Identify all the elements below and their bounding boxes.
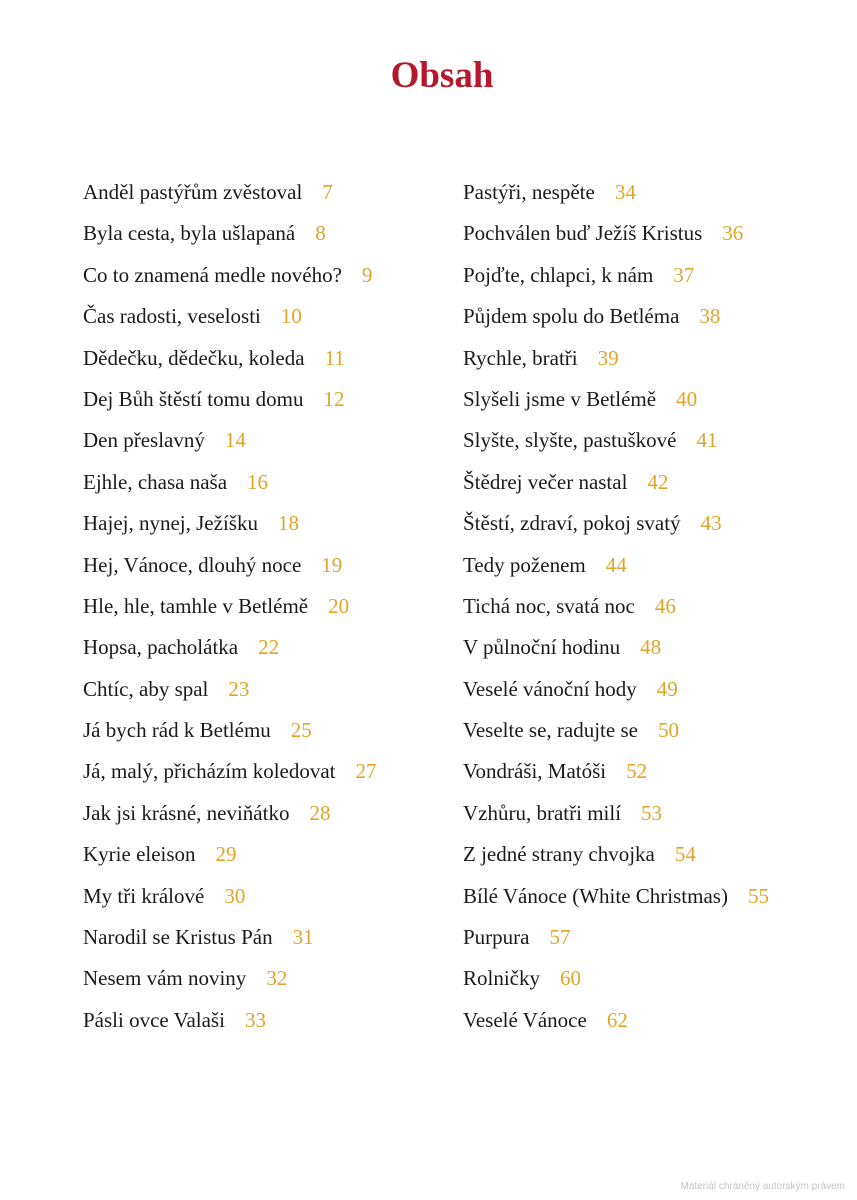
toc-entry-title: Chtíc, aby spal	[83, 676, 209, 701]
toc-entry-title: Jak jsi krásné, neviňátko	[83, 800, 290, 825]
toc-entry	[83, 296, 377, 337]
toc-entry-page-number: 29	[215, 842, 237, 867]
toc-entry	[463, 420, 769, 461]
toc-entry-page-number: 22	[258, 635, 280, 660]
toc-entry	[463, 586, 769, 627]
toc-entry-page-number: 27	[355, 759, 377, 784]
toc-entry	[463, 917, 769, 958]
toc-entry	[83, 751, 377, 792]
toc-entry	[83, 420, 377, 461]
toc-entry-title: Tedy poženem	[463, 552, 586, 577]
toc-entry-page-number: 43	[700, 511, 722, 536]
page-title: Obsah	[390, 55, 494, 96]
toc-entry-page-number: 11	[324, 345, 345, 370]
toc-entry-page-number: 54	[674, 842, 696, 867]
toc-entry-title: Kyrie eleison	[83, 842, 196, 867]
toc-entry-page-number: 18	[277, 511, 299, 536]
toc-entry-page-number: 38	[699, 304, 721, 329]
toc-entry-title: Čas radosti, veselosti	[83, 304, 261, 329]
toc-entry	[83, 834, 377, 875]
toc-entry	[463, 876, 769, 917]
toc-entry-title: Veselé Vánoce	[463, 1007, 587, 1032]
toc-entry-title: Anděl pastýřům zvěstoval	[83, 180, 303, 204]
toc-entry-page-number: 42	[647, 469, 669, 494]
toc-entry-page-number: 34	[614, 180, 636, 204]
toc-entry	[463, 627, 769, 668]
toc-entry-page-number: 60	[560, 966, 581, 991]
toc-entry-title: My tři králové	[83, 883, 205, 908]
toc-entry-title: Ejhle, chasa naša	[83, 469, 228, 494]
toc-entry-page-number: 55	[747, 883, 769, 908]
toc-entry-title: Byla cesta, byla ušlapaná	[83, 221, 296, 246]
toc-entry-page-number: 49	[656, 676, 678, 701]
toc-entry-title: Půjdem spolu do Betléma	[463, 304, 680, 329]
toc-entry-title: Purpura	[463, 925, 530, 950]
toc-entry-title: Štědrej večer nastal	[463, 469, 628, 494]
toc-entry	[83, 1000, 377, 1041]
toc-entry	[83, 876, 377, 917]
toc-entry-page-number: 12	[323, 386, 345, 411]
toc-entry	[83, 379, 377, 420]
toc-entry	[463, 255, 769, 296]
toc-entry-title: Vondráši, Matóši	[463, 759, 607, 784]
toc-entry	[83, 338, 377, 379]
toc-entry-page-number: 33	[244, 1007, 266, 1032]
toc-entry	[463, 379, 769, 420]
toc-entry-title: Hajej, nynej, Ježíšku	[83, 511, 258, 536]
toc-entry-title: Vzhůru, bratři milí	[463, 800, 622, 825]
toc-entry-title: Den přeslavný	[83, 428, 205, 453]
toc-entry-page-number: 30	[224, 883, 246, 908]
toc-entry-title: Já bych rád k Betlému	[83, 718, 271, 743]
toc-entry-page-number: 8	[315, 221, 326, 246]
toc-entry-page-number: 10	[280, 304, 302, 329]
toc-entry	[463, 338, 769, 379]
toc-entry	[463, 958, 769, 999]
toc-entry-page-number: 48	[640, 635, 662, 660]
toc-entry-title: Já, malý, přicházím koledovat	[83, 759, 336, 784]
toc-entry	[463, 710, 769, 751]
toc-entry	[83, 462, 377, 503]
toc-entry-page-number: 32	[266, 966, 288, 991]
toc-entry	[83, 627, 377, 668]
toc-entry	[463, 462, 769, 503]
toc-entry-page-number: 39	[597, 345, 619, 370]
toc-entry-title: Pochválen buď Ježíš Kristus	[463, 221, 703, 246]
toc-entry	[463, 545, 769, 586]
toc-entry	[463, 213, 769, 254]
toc-entry-title: Rolničky	[463, 966, 540, 991]
toc-entry	[83, 917, 377, 958]
toc-entry-page-number: 31	[292, 925, 314, 950]
toc-entry-page-number: 44	[605, 552, 627, 577]
toc-entry	[83, 958, 377, 999]
toc-entry-title: Dědečku, dědečku, koleda	[83, 345, 305, 370]
toc-entry-title: Pojďte, chlapci, k nám	[463, 262, 654, 287]
toc-entry-title: Narodil se Kristus Pán	[83, 925, 273, 950]
copyright-watermark: Materiál chráněný autorským právem	[680, 1181, 845, 1192]
toc-entry-page-number: 25	[290, 718, 312, 743]
toc-entry	[83, 213, 377, 254]
toc-entry	[83, 793, 377, 834]
toc-entry-page-number: 7	[322, 180, 333, 204]
toc-entry-page-number: 14	[224, 428, 246, 453]
toc-entry-page-number: 53	[641, 800, 663, 825]
toc-entry	[463, 751, 769, 792]
toc-entry-page-number: 40	[676, 386, 698, 411]
toc-entry-page-number: 41	[696, 428, 718, 453]
toc-entry-title: Štěstí, zdraví, pokoj svatý	[463, 511, 681, 536]
toc-entry	[463, 793, 769, 834]
toc-column-left	[83, 172, 377, 1041]
toc-entry	[83, 172, 377, 213]
toc-entry	[83, 255, 377, 296]
toc-entry-page-number: 50	[657, 718, 679, 743]
toc-column-right	[463, 172, 769, 1041]
toc-entry	[83, 503, 377, 544]
toc-entry	[463, 669, 769, 710]
toc-entry-title: Veselé vánoční hody	[463, 676, 637, 701]
toc-entry-page-number: 57	[549, 925, 571, 950]
toc-entry-title: Tichá noc, svatá noc	[463, 593, 635, 618]
toc-entry-page-number: 9	[361, 262, 373, 287]
toc-entry-page-number: 28	[309, 800, 331, 825]
toc-entry-title: Co to znamená medle nového?	[83, 262, 342, 287]
toc-entry	[463, 503, 769, 544]
toc-entry-page-number: 20	[328, 593, 350, 618]
toc-entry-title: Pastýři, nespěte	[463, 180, 595, 204]
toc-entry-title: V půlnoční hodinu	[463, 635, 621, 660]
toc-entry-title: Hle, hle, tamhle v Betlémě	[83, 593, 309, 618]
toc-entry	[83, 710, 377, 751]
toc-entry-title: Slyšte, slyšte, pastuškové	[463, 428, 677, 453]
toc-entry	[83, 669, 377, 710]
toc-entry-title: Slyšeli jsme v Betlémě	[463, 386, 657, 411]
toc-entry	[463, 834, 769, 875]
toc-entry-title: Nesem vám noviny	[83, 966, 247, 991]
toc-entry-page-number: 37	[673, 262, 695, 287]
toc-entry-title: Z jedné strany chvojka	[463, 842, 655, 867]
toc-entry-page-number: 46	[654, 593, 676, 618]
toc-entry	[83, 586, 377, 627]
toc-entry-title: Veselte se, radujte se	[463, 718, 638, 743]
toc-entry-page-number: 23	[228, 676, 250, 701]
toc-entry	[463, 1000, 769, 1041]
toc-entry-title: Pásli ovce Valaši	[83, 1007, 225, 1032]
toc-entry	[463, 296, 769, 337]
toc-entry-page-number: 19	[321, 552, 343, 577]
toc-entry-page-number: 36	[722, 221, 744, 246]
toc-entry-title: Dej Bůh štěstí tomu domu	[83, 386, 304, 411]
toc-entry-page-number: 52	[626, 759, 648, 784]
toc-entry-page-number: 16	[247, 469, 269, 494]
toc-entry-title: Bílé Vánoce (White Christmas)	[463, 883, 728, 908]
toc-entry-page-number: 62	[606, 1007, 628, 1032]
toc-entry	[83, 545, 377, 586]
toc-entry-title: Rychle, bratři	[463, 345, 578, 370]
toc-entry-title: Hej, Vánoce, dlouhý noce	[83, 552, 302, 577]
toc-entry	[463, 172, 769, 213]
toc-entry-title: Hopsa, pacholátka	[83, 635, 239, 660]
